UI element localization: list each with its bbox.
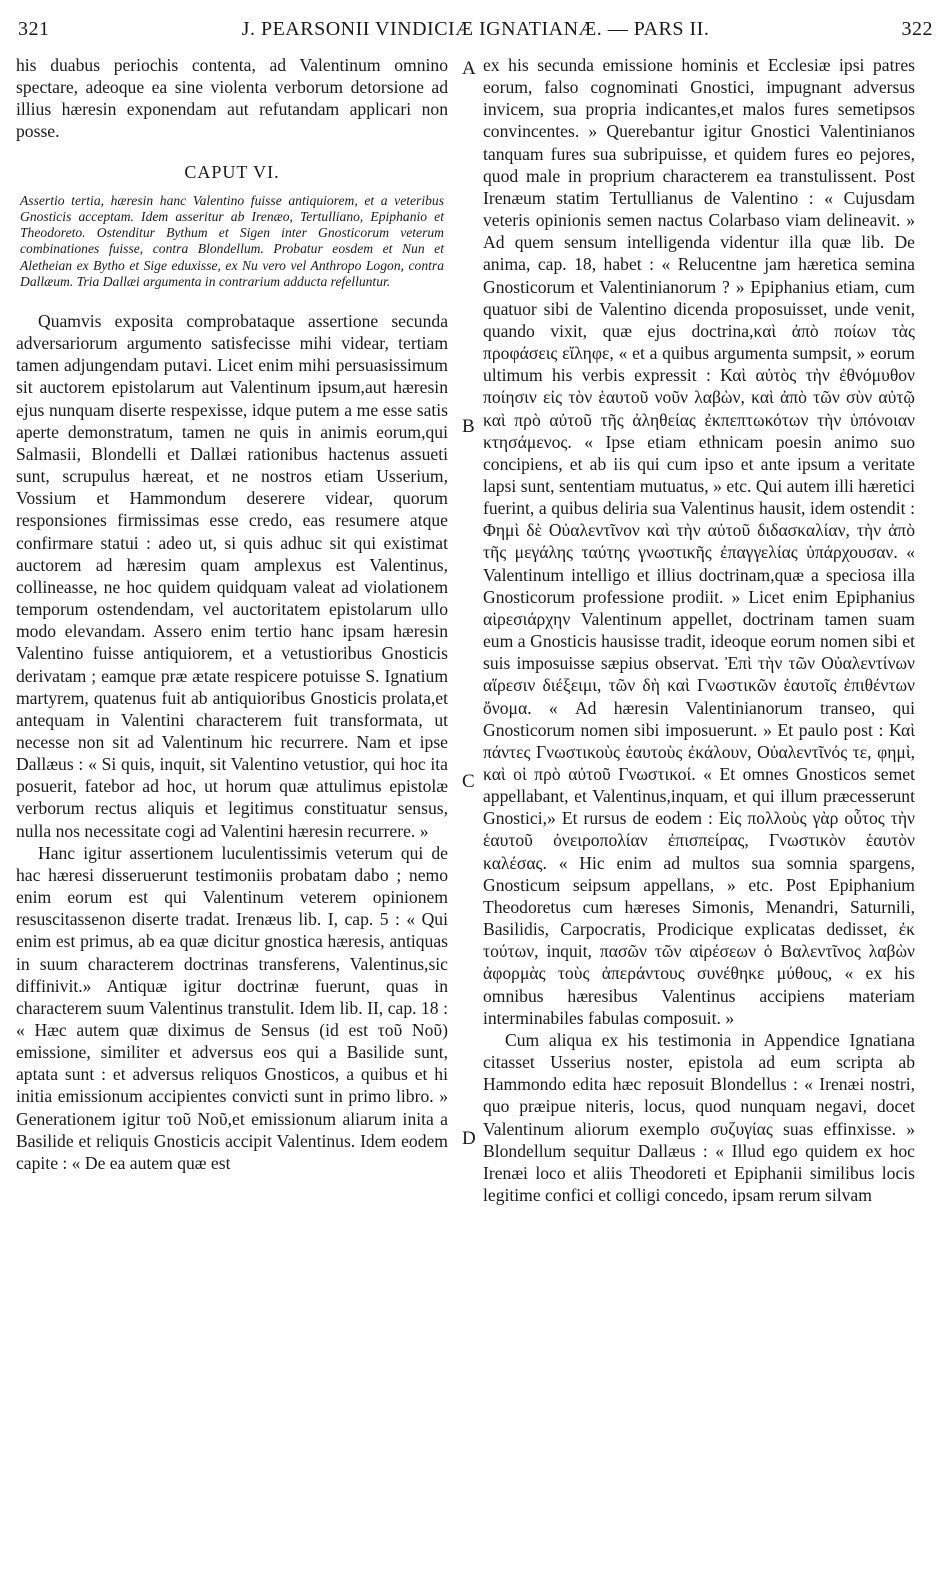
margin-letter-a: A <box>462 58 476 79</box>
margin-letter-c: C <box>462 771 475 792</box>
paragraph: ex his secunda emissione hominis et Ecclesiæ ipsi patres eorum, falso cognominati Gnostici, impugnant adversus invicem, sua propria indicantes,et malos fures semetipsos convincentes. » Querebantur igitur Gnostici Valentinianos tanquam fures sua subripuisse, et quidem fures eo pejores, quod male in proprium characterem ea transtulissent. Post Irenæum statim Tertullianus de Valentino : « Cujusdam veteris opinionis semen nactus Colarbaso viam delineavit. » Ad quem sensum intelligenda videntur illa quæ lib. De anima, cap. 18, habet : « Relucentne jam hæretica semina Gnosticorum et Valentinianorum ? » Epiphanius etiam, cum quatuor sibi de Valentino dicenda proposuisset, unde venit, quando vixit, quæ ejus doctrina,καὶ ἀπὸ ποίων τὰς προφάσεις εἴληφε, « et a quibus argumenta sumpsit, » eorum ultimum his verbis expressit : Καὶ αὐτὸς τὴν ἐθνόμυθον ποίησιν εἰς τὸν ἑαυτοῦ νοῦν λαβὼν, καὶ ἀπὸ τῶν σὺν αὐτῷ καὶ πρὸ αὐτοῦ τῆς ἀληθείας ἐκπεπτωκότων τὴν ὑπόνοιαν κτησάμενος. « Ipse etiam ethnicam poesin animo suo concipiens, et ab iis qui cum ipso et ante ipsum a veritate lapsi sunt, sententiam mutuatus, » etc. Qui autem illi hæretici fuerint, a quibus deliria sua Valentinus hausit, idem ostendit : Φημὶ δὲ Οὐαλεντῖνον καὶ τὴν αὐτοῦ διδασκαλίαν, τὴν ἀπὸ τῆς μεγάλης ταύτης γνωστικῆς ἐπαγγελίας ὑπάρχουσαν. « Valentinum intelligo et illius doctrinam,quæ a speciosa illa Gnosticorum professione prodiit. » Licet enim Epiphanius αἱρεσιάρχην Valentinum appellet, doctrinam tamen suam eum a Gnosticis hausisse tradit, ideoque eorum nomen sibi et suis imposuisse sæpius observat. Ἐπὶ τὴν τῶν Οὐαλεντίνων αἵρεσιν διέξειμι, τῶν δὴ καὶ Γνωστικῶν ἑαυτοῖς ἐπιθέντων ὄνομα. « Ad hæresin Valentinianorum transeo, qui Gnosticorum nomen sibi imposuerunt. » Et paulo post : Καὶ πάντες Γνωστικοὺς ἑαυτοὺς ἐκάλουν, Οὐαλεντῖνός τε, φημὶ, καὶ οἱ πρὸ αὐτοῦ Γνωστικοί. « Et omnes Gnosticos semet appellabant, et Valentinus,inquam, et qui illum præcesserunt Gnostici,» Et rursus de eodem : Εἰς πολλοὺς γὰρ οὗτος τὴν ἑαυτοῦ ὀνειροπολίαν ἐπισπείρας, Γνωστικὸν ἑαυτὸν καλέσας. « Hic enim ad multos sua somnia spargens, Gnosticum seipsum appellans, » etc. Post Epiphanium Theodoretus cum hæreses Simonis, Menandri, Saturnili, Basilidis, Carpocratis, Prodicique explicatas dedisset, ἐκ τούτων, inquit, πασῶν τῶν αἱρέσεων ὁ Βαλεντῖνος λαβὼν ἀφορμὰς τοὺς ἀπεράντους συνέθηκε μύθους, « ex his omnibus hæresibus Valentinus accipiens materiam interminabiles fabulas composuit. » <box>483 55 915 1028</box>
paragraph: his duabus periochis contenta, ad Valentinum omnino spectare, adeoque ea sine violenta verborum detorsione ad illius hæresin exponendam aut refutandam applicari non posse. <box>16 55 448 142</box>
left-column <box>16 54 448 1174</box>
chapter-summary: Assertio tertia, hæresin hanc Valentino fuisse antiquiorem, et a veteribus Gnosticis acceptam. Idem asseritur ab Irenæo, Tertulliano, Epiphanio et Theodoreto. Ostenditur Bythum et Sigen inter Gnosticorum veterum combinationes fuisse, contra Blondellum. Probatur eosdem et Nun et Aletheian ex Bytho et Sige eduxisse, ex Nu vero vel Anthropo Logon, contra Dallæum. Tria Dallæi argumenta in contrarium adducta refelluntur. <box>20 192 444 289</box>
margin-letter-b: B <box>462 416 475 437</box>
page-number-right: 322 <box>901 18 933 40</box>
page-number-left: 321 <box>18 18 50 40</box>
right-column <box>483 54 915 1206</box>
paragraph: Hanc igitur assertionem luculentissimis veterum qui de hac hæresi disseruerunt testimoniis probatam dabo ; nemo enim eorum est qui Valentinum veterem opinionem resuscitassenon diserte tradat. Irenæus lib. I, cap. 5 : « Qui enim est primus, ab ea quæ dicitur gnostica hæresis, antiquas in suum characterem doctrinas transferens, Valentinus,sic diffinivit.» Antiquæ igitur doctrinæ fuerunt, quas in characterem suum Valentinus transtulit. Idem lib. II, cap. 18 : « Hæc autem quæ diximus de Sensus (id est τοῦ Νοῦ) emissione, similiter et adversus eos qui a Basilide sunt, aptata sunt : et adversus reliquos Gnosticos, a quibus et hi initia emissionum accipientes convicti sunt in primo libro. » Generationem igitur τοῦ Νοῦ,et emissionum aliarum inita a Basilide et reliquis Gnosticis accipit Valentinus. Idem eodem capite : « De ea autem quæ est <box>16 842 448 1173</box>
paragraph: Cum aliqua ex his testimonia in Appendice Ignatiana citasset Usserius noster, epistola ad eum scripta ab Hammondo edita hæc reposuit Blondellus : « Irenæi nostri, quo præipue niteris, locus, quod nunquam negavi, docet Valentinum aliorum exemplo συζυγίας suas effinxisse. » Blondellum sequitur Dallæus : « Illud ego quidem ex hoc Irenæi loco et aliis Theodoreti et Epiphanii similibus locis legitime confici et colligi concedo, ipsam rerum silvam <box>483 1029 915 1205</box>
margin-letter-d: D <box>462 1128 476 1149</box>
running-title: J. PEARSONII VINDICIÆ IGNATIANÆ. — PARS II. <box>241 18 710 40</box>
chapter-heading: CAPUT VI. <box>184 161 280 182</box>
running-header <box>18 12 933 46</box>
paragraph: Quamvis exposita comprobataque assertione secunda adversariorum argumento satisfecisse mihi videar, tertiam tamen adjungendam putavi. Licet enim mihi persuasissimum sit auctorem epistolarum aut Valentinum ipsum,aut hæresin ejus nunquam diserte respexisse, idque putem a me esse satis aperte demonstratum, tamen ne quis in animis eorum,qui Salmasii, Blondelli et Dallæi rationibus hactenus assueti sunt, scrupulus hæreat, et ne nostros etiam Usserium, Vossium et Hammondum deserere videar, quorum responsiones firmissimas esse credo, eas resumere atque confirmare statui : adeo ut, si quis adhuc sit qui existimat auctorem ad hæresim quam amplexus est Valentinus, collineasse, ne hoc quidem quidquam valeat ad violationem temporum ostendendam, vel auctoritatem epistolarum ullo modo elevandam. Assero enim tertio hanc ipsam hæresin Valentino fuisse antiquiorem, et a vetustioribus Gnosticis derivatam ; eamque præ ætate respicere potuisse S. Ignatium martyrem, quatenus fuit ab antiquioribus Gnosticis prolata,et antequam in Valentini characterem fuit transformata, ut necesse non sit ad Valentinum hic recurrere. Nam et ipse Dallæus : « Si quis, inquit, sit Valentino vetustior, qui hoc ita posuerit, fatebor ad hoc, ut horum quæ attulimus epistolæ verborum rectus aliquis et legitimus constituatur sensus, nulla nos necessitate cogi ad Valentini hæresin recurrere. » <box>16 311 448 841</box>
